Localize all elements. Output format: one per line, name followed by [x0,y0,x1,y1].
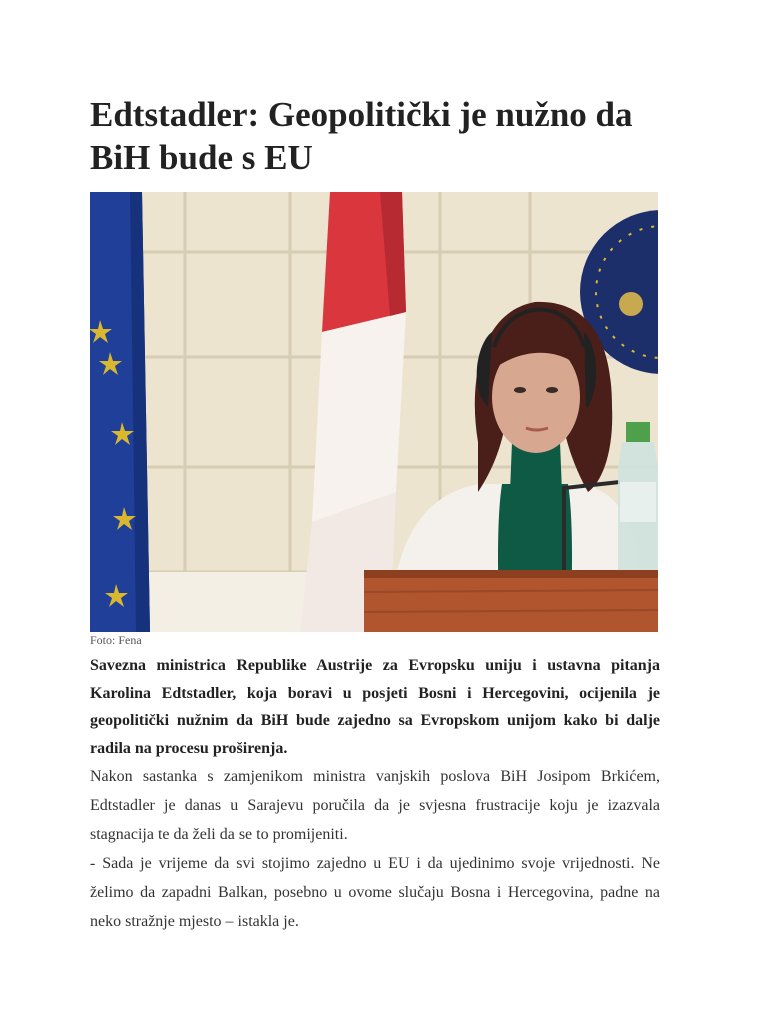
article-paragraph: Nakon sastanka s zamjenikom ministra vanjskih poslova BiH Josipom Brkićem, Edtstadler je danas u Sarajevu poručila da je svjesna frustracije koju je izazvala stagnacija te da želi da se to promijeniti. [90,768,660,843]
article-lead: Savezna ministrica Republike Austrije za Evropsku uniju i ustavna pitanja Karolina Edtstadler, koja boravi u posjeti Bosni i Hercegovini, ocijenila je geopolitički nužnim da BiH bude zajedno sa Evropskom unijom kako bi dalje radila na procesu proširenja. [90,657,660,757]
eu-flag [90,192,150,632]
article-photo [90,192,658,632]
photo-caption: Foto: Fena [90,633,142,647]
podium [364,570,658,632]
photo-illustration [90,192,658,632]
article-paragraph: - Sada je vrijeme da svi stojimo zajedno u EU i da ujedinimo svoje vrijednosti. Ne želimo da zapadni Balkan, posebno u ovome slučaju Bosna i Hercegovina, padne na neko stražnje mjesto – istakla je. [90,855,660,930]
article-title: Edtstadler: Geopolitički je nužno da BiH bude s EU [90,95,633,177]
